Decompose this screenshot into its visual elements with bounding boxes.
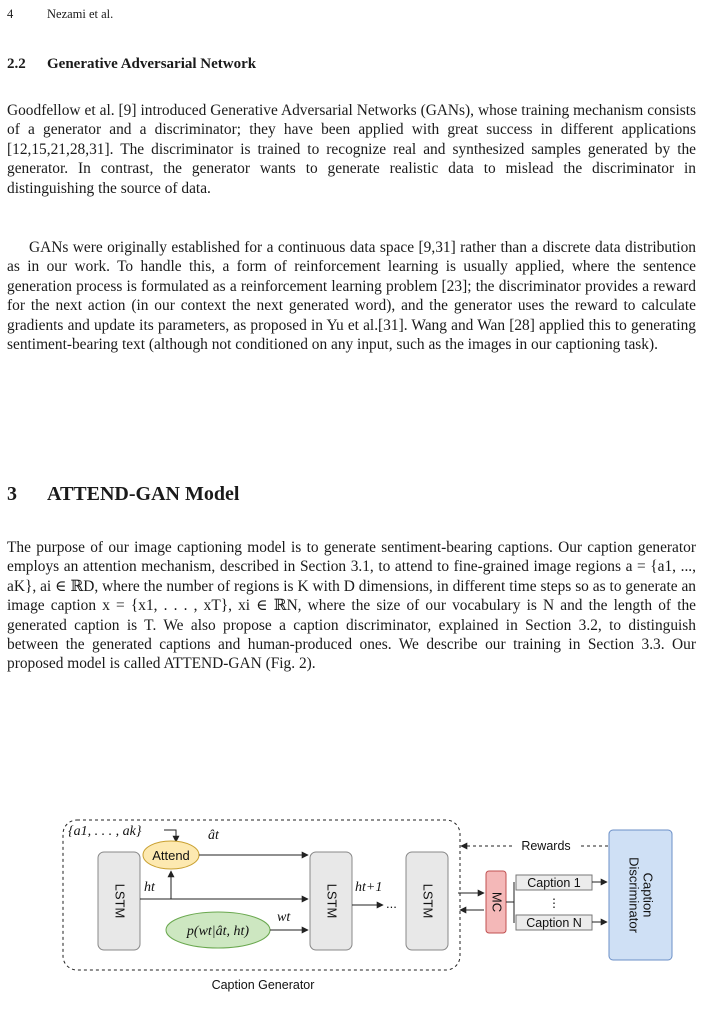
section-2-2-heading (7, 56, 256, 73)
lstm-label-2: LSTM (324, 883, 340, 919)
h-t-plus-1-label: ht+1 (355, 880, 383, 895)
discriminator-label-line-1: Caption (640, 872, 656, 918)
page-number: 4 (7, 7, 14, 21)
section-2-2-title: Generative Adversarial Network (47, 56, 257, 72)
section-2-2-number: 2.2 (7, 56, 26, 72)
section-3-title: ATTEND-GAN Model (47, 483, 240, 505)
h-t-label: ht (144, 880, 155, 895)
section-2-2-paragraph-1: Goodfellow et al. [9] introduced Generative Adversarial Networks (GANs), whose training mechanism consists of a generator and a discriminator; they have been applied with great success in different applications [12,15,21,28,31]. The discriminator is trained to recognize real and synthesized samples generated by the generator. In contrast, the generator wants to generate realistic data to mislead the discriminator in distinguishing the source of data. (7, 102, 696, 197)
word-probability-label: p(wt|ât, ht) (186, 924, 250, 939)
caption-vdots: ⋮ (548, 896, 560, 910)
section-2-2-paragraph-2: GANs were originally established for a continuous data space [9,31] rather than a discrete data distribution as in our work. To handle this, a form of reinforcement learning is usually applied, where the sentence generation process is formulated as a reinforcement learning problem [23]; the discriminator provides a reward for the next action (in our context the next generated word), and the generator uses the reward to calculate gradients and update its parameters, as proposed in Yu et al.[31]. Wang and Wan [28] applied this to generating sentiment-bearing text (although not conditioned on any input, such as the images in our captioning task). (7, 239, 696, 354)
attend-label: Attend (152, 848, 190, 863)
regions-label: {a1, . . . , ak} (68, 824, 142, 839)
ellipsis-label: ... (386, 896, 397, 911)
mc-label: MC (489, 891, 505, 913)
section-3-heading (7, 483, 239, 506)
attend-gan-figure (40, 815, 680, 1000)
lstm-label-3: LSTM (420, 883, 436, 919)
caption-n-label: Caption N (526, 916, 582, 930)
a-hat-t-label: ât (208, 828, 219, 843)
w-t-label: wt (277, 910, 291, 925)
caption-1-label: Caption 1 (527, 876, 581, 890)
running-head-authors: Nezami et al. (47, 7, 114, 21)
discriminator-label-line-2: Discriminator (626, 857, 642, 933)
lstm-label-1: LSTM (112, 883, 128, 919)
running-head (7, 7, 113, 22)
section-3-number: 3 (7, 483, 17, 505)
section-3-paragraph: The purpose of our image captioning model is to generate sentiment-bearing captions. Our caption generator employs an attention mechanism, described in Section 3.1, to attend to fine-grained image regions a = {a1, ..., aK}, ai ∈ ℝD, where the number of regions is K with D dimensions, in different time steps so as to generate an image caption x = {x1, . . . , xT}, xi ∈ ℝN, where the size of our vocabulary is N and the length of the generated caption is T. We also propose a caption discriminator, explained in Section 3.2, to distinguish between the generated captions and human-produced ones. We describe our training in Section 3.3. Our proposed model is called ATTEND-GAN (Fig. 2). (7, 539, 696, 673)
caption-generator-label: Caption Generator (211, 978, 315, 992)
rewards-label: Rewards (521, 839, 571, 853)
